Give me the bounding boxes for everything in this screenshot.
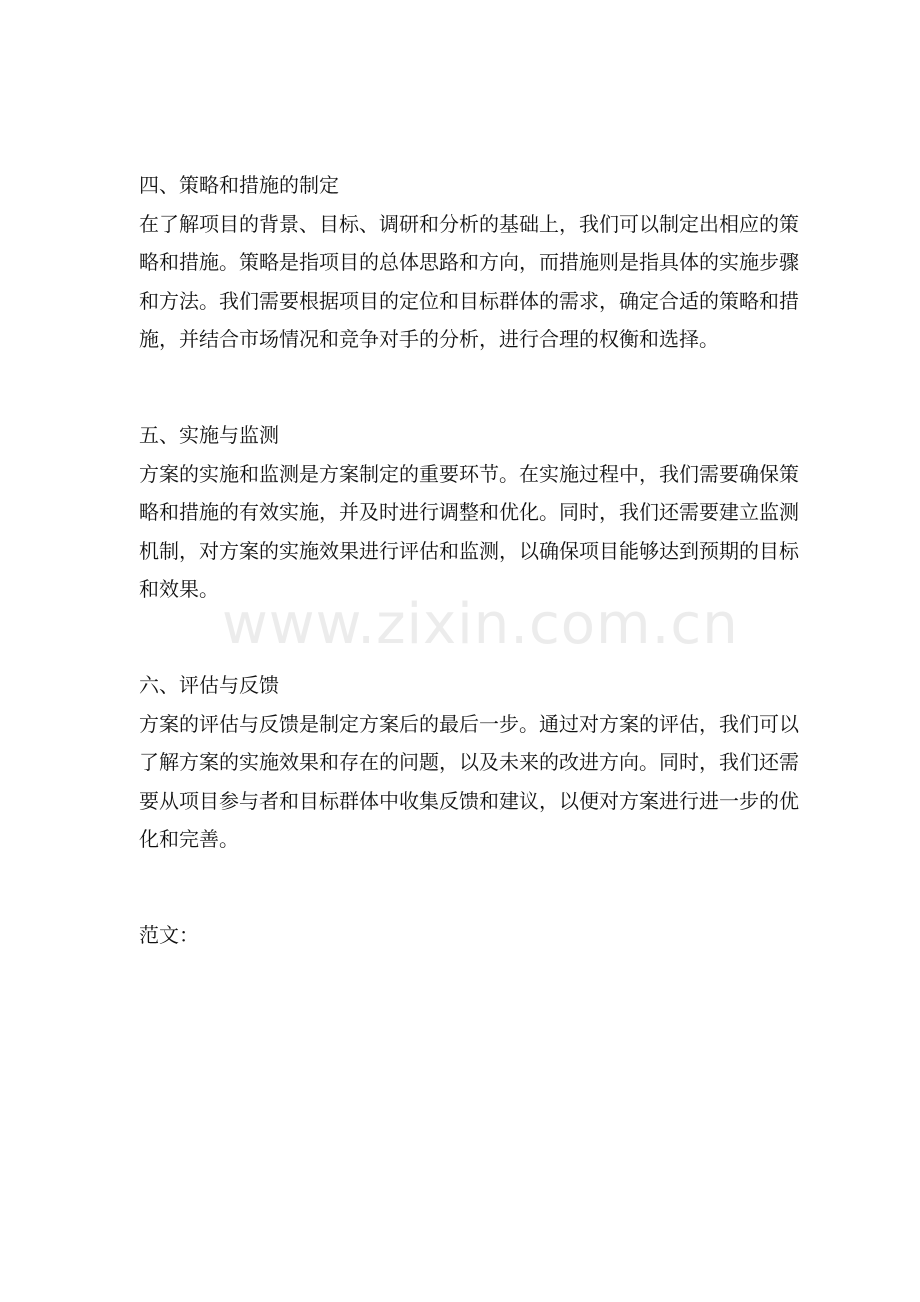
section-heading: 四、策略和措施的制定 [139,173,339,197]
section-evaluation [139,666,799,859]
section-paragraph: 方案的实施和监测是方案制定的重要环节。在实施过程中，我们需要确保策略和措施的有效实施，并及时进行调整和优化。同时，我们还需要建立监测机制，对方案的实施效果进行评估和监测，以确保项目能够达到预期的目标和效果。 [139,461,799,602]
closing-label: 范文： [139,922,199,947]
section-heading: 五、实施与监测 [139,422,279,447]
section-heading: 六、评估与反馈 [139,672,279,697]
section-implementation [139,416,799,609]
section-strategy [139,166,799,359]
section-paragraph: 在了解项目的背景、目标、调研和分析的基础上，我们可以制定出相应的策略和措施。策略是指项目的总体思路和方向，而措施则是指具体的实施步骤和方法。我们需要根据项目的定位和目标群体的需求，确定合适的策略和措施，并结合市场情况和竞争对手的分析，进行合理的权衡和选择。 [139,211,799,352]
watermark: www.zixin.com.cn [222,592,739,657]
document-content [139,166,799,955]
section-paragraph: 方案的评估与反馈是制定方案后的最后一步。通过对方案的评估，我们可以了解方案的实施效果和存在的问题，以及未来的改进方向。同时，我们还需要从项目参与者和目标群体中收集反馈和建议，以便对方案进行进一步的优化和完善。 [139,711,799,852]
